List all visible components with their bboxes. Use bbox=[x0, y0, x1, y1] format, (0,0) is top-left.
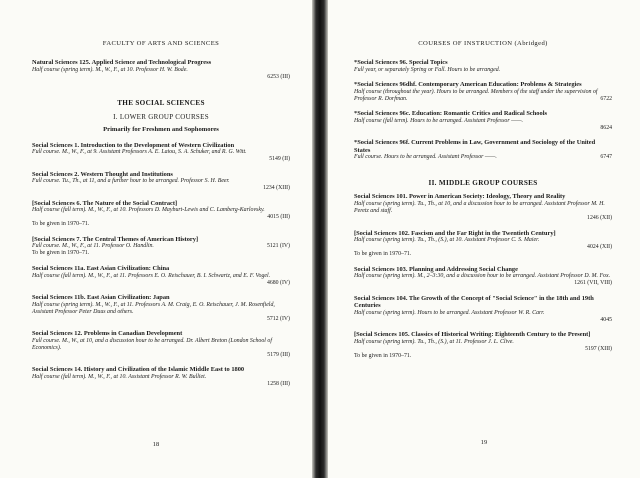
course-code: 4680 (IV) bbox=[266, 279, 290, 286]
group-title: I. LOWER GROUP COURSES bbox=[113, 112, 209, 121]
course-title: Social Sciences 1. Introduction to the Development of Western Civilization bbox=[32, 141, 235, 149]
course-entry bbox=[32, 330, 290, 359]
course-entry bbox=[32, 294, 290, 323]
course-code: 6722 bbox=[600, 95, 612, 102]
course-code: 1261 (VII, VIII) bbox=[574, 280, 612, 287]
course-entry bbox=[354, 81, 612, 103]
course-note: To be given in 1970–71. bbox=[32, 221, 90, 228]
course-detail bbox=[32, 243, 290, 250]
running-head: COURSES OF INSTRUCTION (Abridged) bbox=[418, 40, 548, 47]
course-code: 4024 (XII) bbox=[587, 244, 612, 251]
course-code: 8624 bbox=[600, 124, 612, 131]
course-code: 4045 bbox=[600, 316, 612, 323]
course-detail: Half course (spring term). Tu., Th., (S.), at 11. Professor J. L. Clive. bbox=[354, 339, 514, 346]
right-course-list-top bbox=[354, 59, 612, 161]
course-detail: Half course (spring term). Hours to be arranged. Assistant Professor W. R. Carr. bbox=[354, 309, 545, 316]
course-title: Social Sciences 14. History and Civilization of the Islamic Middle East to 1800 bbox=[32, 366, 245, 374]
course-code: 6253 (III) bbox=[267, 73, 290, 80]
course-code: 1246 (XII) bbox=[587, 215, 612, 222]
group-subtitle: Primarily for Freshmen and Sophomores bbox=[103, 125, 219, 133]
course-entry bbox=[32, 142, 290, 164]
course-title: Social Sciences 101. Power in American Society: Ideology, Theory and Reality bbox=[354, 193, 566, 201]
course-entry bbox=[354, 193, 612, 222]
course-entry bbox=[354, 139, 612, 161]
group-title: II. MIDDLE GROUP COURSES bbox=[428, 179, 538, 188]
right-page-content bbox=[354, 40, 612, 368]
left-page bbox=[0, 0, 312, 478]
course-entry bbox=[354, 331, 612, 360]
course-detail: Full year, or separately Spring or Fall. Hours to be arranged. bbox=[354, 66, 501, 73]
course-detail-text: Half course (throughout the year). Hours to be arranged. Members of the staff under the supervision of Professor R. Dorfman. bbox=[354, 88, 598, 102]
course-title: Social Sciences 104. The Growth of the Concept of "Social Science" in the 18th and 19th Centuries bbox=[354, 294, 594, 310]
course-title: [Social Sciences 105. Classics of Historical Writing: Eighteenth Century to the Present] bbox=[354, 331, 591, 339]
right-page bbox=[328, 0, 640, 478]
course-entry bbox=[32, 236, 290, 258]
section-title: THE SOCIAL SCIENCES bbox=[117, 98, 205, 107]
course-entry bbox=[32, 200, 290, 229]
course-code: 5149 (II) bbox=[269, 156, 290, 163]
course-entry bbox=[354, 230, 612, 259]
course-detail: Half course (spring term). M., W., F., at 10. Professor H. W. Bode. bbox=[32, 66, 188, 73]
left-page-content bbox=[32, 40, 290, 395]
course-code: 5712 (IV) bbox=[266, 315, 290, 322]
running-head: FACULTY OF ARTS AND SCIENCES bbox=[102, 40, 220, 47]
course-code: 1234 (XIII) bbox=[263, 185, 290, 192]
course-entry bbox=[354, 110, 612, 132]
course-code: 4015 (III) bbox=[267, 214, 290, 221]
course-note: To be given in 1970–71. bbox=[354, 353, 412, 360]
page-number: 19 bbox=[480, 439, 488, 446]
course-note: To be given in 1970–71. bbox=[32, 250, 90, 257]
course-detail bbox=[354, 154, 612, 161]
course-entry bbox=[32, 171, 290, 193]
course-title: Natural Sciences 125. Applied Science and Technological Progress bbox=[32, 59, 212, 66]
course-entry bbox=[354, 59, 612, 74]
course-code: 5179 (III) bbox=[267, 351, 290, 358]
course-title: [Social Sciences 6. The Nature of the Social Contract] bbox=[32, 199, 178, 207]
course-detail-text: Full course. Hours to be arranged. Assistant Professor ——. bbox=[354, 154, 497, 161]
course-title: Social Sciences 11b. East Asian Civilization: Japan bbox=[32, 294, 170, 302]
course-entry bbox=[32, 265, 290, 287]
course-detail-text: Full course. M., W., F., at 11. Professor O. Handlin. bbox=[32, 243, 154, 250]
course-title: Social Sciences 103. Planning and Addressing Social Change bbox=[354, 265, 518, 273]
course-detail: Half course (spring term). Tu., Th., (S.), at 10. Assistant Professor C. S. Maier. bbox=[354, 237, 540, 244]
course-title: *Social Sciences 96c. Education: Romantic Critics and Radical Schools bbox=[354, 110, 547, 118]
course-title: Social Sciences 2. Western Thought and Institutions bbox=[32, 170, 173, 178]
book-gutter bbox=[312, 0, 328, 478]
course-title: *Social Sciences 96f. Current Problems in Law, Government and Sociology of the United States bbox=[354, 139, 596, 154]
course-note: To be given in 1970–71. bbox=[354, 251, 412, 258]
course-code: 1258 (III) bbox=[267, 380, 290, 387]
intro-course-entry bbox=[32, 59, 290, 81]
course-detail: Half course (spring term). M., 2–3:30, and a discussion hour to be arranged. Assistant Professor D. M. Fox. bbox=[354, 273, 611, 280]
right-course-list bbox=[354, 193, 612, 360]
course-detail: Half course (fall term). Hours to be arranged. Assistant Professor ——. bbox=[354, 117, 524, 124]
course-detail: Half course (spring term). Tu., Th., at 10, and a discussion hour to be arranged. Assistant Professor M. H. Peretz and staff. bbox=[354, 201, 605, 215]
course-detail bbox=[354, 89, 612, 103]
course-detail: Half course (fall term). M., W., F., at 10. Assistant Professor R. W. Bulliet. bbox=[32, 373, 207, 380]
course-detail: Half course (spring term). M., W., F., at 11. Professors A. M. Craig, E. O. Reischauer, J. M. Rosenfield, Assistant Professor Peter Duus and others. bbox=[32, 301, 275, 315]
course-title: Social Sciences 12. Problems in Canadian Development bbox=[32, 330, 183, 338]
course-code: 6747 bbox=[600, 154, 612, 161]
course-detail: Full course. M., W., at 10, and a discussion hour to be arranged. Dr. Albert Breton (London School of Economics). bbox=[32, 337, 272, 351]
course-title: [Social Sciences 7. The Central Themes of American History] bbox=[32, 235, 199, 243]
page-number: 18 bbox=[152, 441, 160, 448]
course-detail: Half course (fall term). M., W., F., at 11. Professors E. O. Reischauer, B. I. Schwartz, and E. F. Vogel. bbox=[32, 272, 271, 279]
course-code: 5197 (XIII) bbox=[585, 346, 612, 353]
course-title: *Social Sciences 96dhf. Contemporary American Education: Problems & Strategies bbox=[354, 81, 582, 89]
course-entry bbox=[354, 295, 612, 324]
left-course-list bbox=[32, 142, 290, 388]
course-detail: Full course. M., W., F., at 9. Assistant Professors A. E. Laiou, S. A. Schuker, and R. G. Witt. bbox=[32, 149, 247, 156]
course-title: *Social Sciences 96. Special Topics bbox=[354, 59, 448, 66]
course-title: [Social Sciences 102. Fascism and the Far Right in the Twentieth Century] bbox=[354, 229, 556, 237]
course-title: Social Sciences 11a. East Asian Civilization: China bbox=[32, 264, 170, 272]
course-code: 5121 (IV) bbox=[266, 243, 290, 250]
course-detail: Full course. Tu., Th., at 11, and a further hour to be arranged. Professor S. H. Beer. bbox=[32, 178, 230, 185]
course-entry bbox=[32, 366, 290, 388]
course-detail: Half course (fall term). M., W., F., at 10. Professors D. Mayburt-Lewis and C. Lamberg-Karlovsky. bbox=[32, 207, 265, 214]
course-entry bbox=[354, 266, 612, 288]
